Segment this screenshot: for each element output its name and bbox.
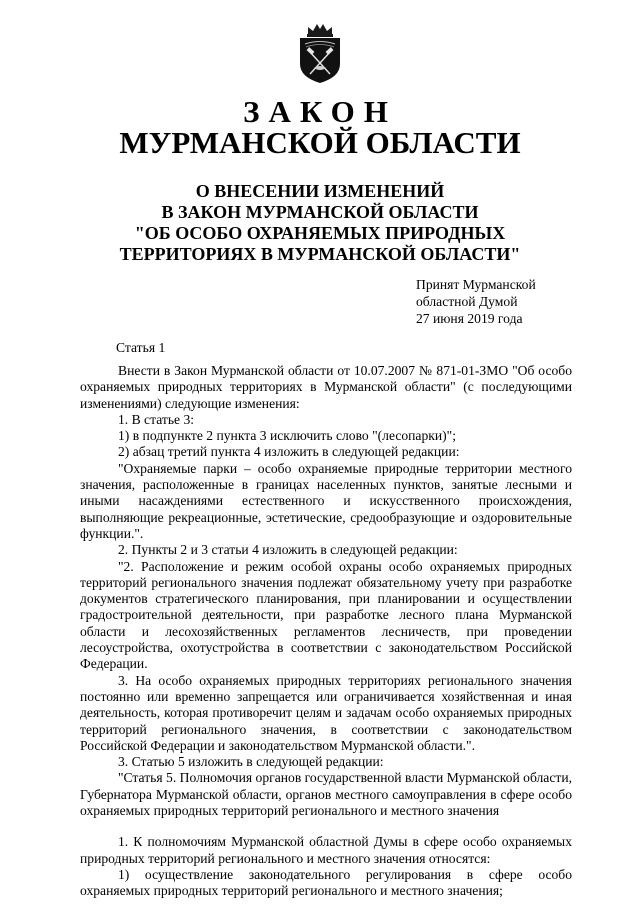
article-heading: Статья 1: [116, 340, 166, 355]
region-title: МУРМАНСКОЙ ОБЛАСТИ: [119, 125, 521, 160]
paragraph: 1. В статье 3:: [118, 411, 195, 427]
subtitle-line: О ВНЕСЕНИИ ИЗМЕНЕНИЙ: [195, 181, 445, 201]
subtitle-line: ТЕРРИТОРИЯХ В МУРМАНСКОЙ ОБЛАСТИ": [119, 244, 521, 264]
paragraph: 1. К полномочиям Мурманской областной Думы в сфере особо охраняемых природных территорий регионального и местного значения относятся:: [80, 834, 572, 866]
article-body: [80, 363, 572, 900]
paragraph: 1) в подпункте 2 пункта 3 исключить слово "(лесопарки)";: [118, 428, 456, 444]
paragraph: "Охраняемые парки – особо охраняемые природные территории местного значения, расположенные в границах населенных пунктов, занятые лесными и иными насаждениями естественного и искусственного происхождения, выполняющие рекреационные, эстетические, средообразующие и оздоровительные функции.".: [80, 460, 572, 541]
paragraph: 2) абзац третий пункта 4 изложить в следующей редакции:: [118, 444, 460, 460]
adoption-date: 27 июня 2019 года: [416, 311, 523, 326]
adoption-line: Принят Мурманской: [416, 277, 536, 292]
adoption-line: областной Думой: [416, 294, 518, 309]
adoption-note: [416, 276, 586, 327]
paragraph: Внести в Закон Мурманской области от 10.07.2007 № 871-01-ЗМО "Об особо охраняемых природных территориях в Мурманской области" (с последующими изменениями) следующие изменения:: [80, 363, 572, 411]
paragraph: 1) осуществление законодательного регулирования в сфере особо охраняемых природных территорий регионального и местного значения;: [80, 866, 572, 899]
paragraph: 2. Пункты 2 и 3 статьи 4 изложить в следующей редакции:: [118, 542, 458, 558]
subtitle-line: В ЗАКОН МУРМАНСКОЙ ОБЛАСТИ: [161, 202, 479, 222]
subtitle-line: "ОБ ОСОБО ОХРАНЯЕМЫХ ПРИРОДНЫХ: [134, 223, 506, 243]
paragraph: 3. На особо охраняемых природных территориях регионального значения постоянно или временно запрещается или ограничивается хозяйственная и иная деятельность, которая противоречит целям и задачам особо охраняемых природных территорий регионального значения, в соответствии с законодательством Российской Федерации и законодательством Мурманской области.".: [80, 672, 572, 753]
paragraph: "2. Расположение и режим особой охраны особо охраняемых природных территорий регионального значения подлежат обязательному учету при разработке документов стратегического планирования, при планировании и осуществлении градостроительной деятельности, при разработке лесного плана Мурманской области и лесохозяйственных регламентов лесничеств, при проведении лесоустройства, охотустройства в соответствии с законодательством Российской Федерации.: [80, 558, 572, 672]
law-title: ЗАКОН: [243, 94, 397, 129]
law-subtitle: [0, 181, 640, 265]
paragraph: "Статья 5. Полномочия органов государственной власти Мурманской области, Губернатора Мурманской области, органов местного самоуправления в сфере особо охраняемых природных территорий регионального и местного значения: [80, 770, 572, 819]
coat-of-arms-icon: [296, 22, 344, 84]
paragraph: 3. Статью 5 изложить в следующей редакции:: [118, 754, 384, 770]
